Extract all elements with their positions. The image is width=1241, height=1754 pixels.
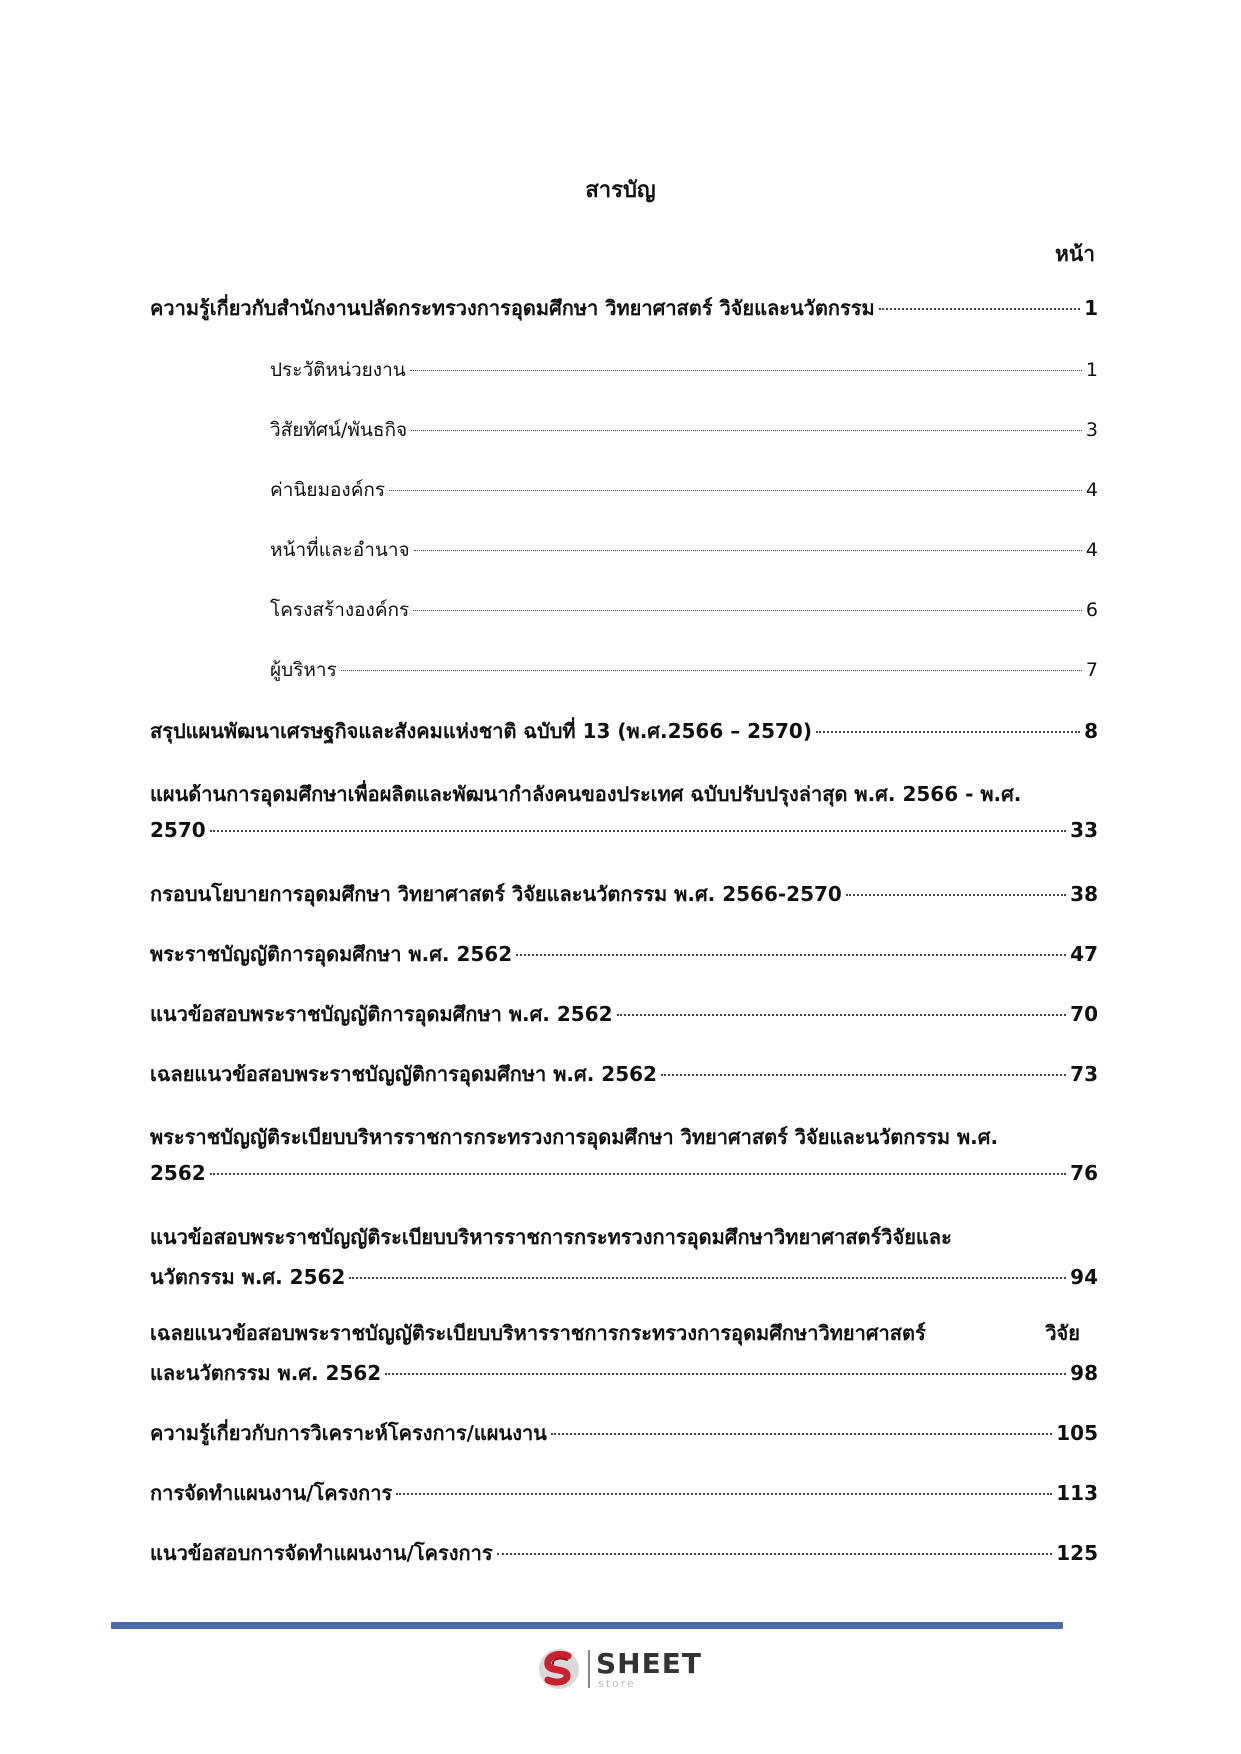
toc-entry[interactable] [150,1357,1098,1389]
toc-entry-line1[interactable] [150,1317,1098,1349]
toc-entry[interactable] [150,1261,1098,1293]
toc-subentry[interactable] [270,655,1098,685]
toc-entry-page: 98 [1070,1361,1098,1385]
leader-dots [389,490,1082,491]
toc-entry-title: แนวข้อสอบพระราชบัญญัติการอุดมศึกษา พ.ศ. 2562 [150,1002,613,1026]
leader-dots [414,550,1082,551]
toc-entry-page: 125 [1056,1541,1098,1565]
toc-entry-page: 33 [1070,818,1098,842]
toc-entry-title: 2562 [150,1161,206,1185]
toc-entry-page: 1 [1084,296,1098,320]
toc-subentry[interactable] [270,535,1098,565]
toc-entry-page: 3 [1085,419,1098,441]
toc-entry-line1[interactable]: แผนด้านการอุดมศึกษาเพื่อผลิตและพัฒนากำลังคนของประเทศ ฉบับปรับปรุงล่าสุด พ.ศ. 2566 - พ.ศ. [150,782,1022,806]
toc-entry-line1-side: วิจัย [1045,1321,1080,1345]
sheet-store-s-icon [536,1646,582,1692]
toc-entry-title: โครงสร้างองค์กร [270,599,410,621]
toc-entry-page: 94 [1070,1265,1098,1289]
leader-dots [341,670,1082,671]
leader-dots [497,1553,1053,1555]
toc-entry[interactable] [150,818,1098,842]
toc-entry-page: 70 [1070,1002,1098,1026]
toc-entry-page: 105 [1056,1421,1098,1445]
toc-entry-title: หน้าที่และอำนาจ [270,539,410,561]
toc-entry-title: สรุปแผนพัฒนาเศรษฐกิจและสังคมแห่งชาติ ฉบับที่ 13 (พ.ศ.2566 – 2570) [150,719,812,743]
toc-title: สารบัญ [585,178,656,203]
toc-entry-title: ผู้บริหาร [270,659,337,681]
leader-dots [349,1277,1066,1279]
toc-entry-page: 113 [1056,1481,1098,1505]
toc-entry[interactable] [150,1058,1098,1090]
toc-entry-title: ค่านิยมองค์กร [270,479,386,501]
toc-subentry[interactable] [270,475,1098,505]
toc-entry-page: 4 [1085,479,1098,501]
leader-dots [879,308,1080,310]
leader-dots [661,1074,1066,1076]
leader-dots [410,370,1082,371]
toc-entry-page: 38 [1070,882,1098,906]
logo-subword: store [598,1676,636,1690]
toc-entry-page: 7 [1085,659,1098,681]
leader-dots [516,954,1066,956]
leader-dots [210,1173,1066,1175]
leader-dots [551,1433,1052,1435]
toc-subentry[interactable] [270,355,1098,385]
toc-entry-title: เฉลยแนวข้อสอบพระราชบัญญัติการอุดมศึกษา พ.ศ. 2562 [150,1062,657,1086]
toc-entry-title: พระราชบัญญัติการอุดมศึกษา พ.ศ. 2562 [150,942,513,966]
toc-entry[interactable] [150,1477,1098,1509]
toc-entry[interactable] [150,1417,1098,1449]
toc-entry-title: นวัตกรรม พ.ศ. 2562 [150,1265,346,1289]
toc-entry-title: และนวัตกรรม พ.ศ. 2562 [150,1361,382,1385]
toc-entry[interactable] [150,292,1098,324]
toc-entry-page: 76 [1070,1161,1098,1185]
sheet-store-logo [536,1645,702,1693]
toc-entry-page: 47 [1070,942,1098,966]
leader-dots [411,430,1082,431]
logo-separator [588,1650,590,1688]
leader-dots [846,894,1066,896]
logo-word: SHEET [596,1646,702,1680]
toc-entry-title: แนวข้อสอบการจัดทำแผนงาน/โครงการ [150,1541,493,1565]
toc-entry[interactable] [150,715,1098,747]
toc-entry-line1-text: เฉลยแนวข้อสอบพระราชบัญญัติระเบียบบริหารราชการกระทรวงการอุดมศึกษาวิทยาศาสตร์ [150,1321,926,1345]
toc-entry-title: การจัดทำแผนงาน/โครงการ [150,1481,393,1505]
leader-dots [396,1493,1052,1495]
toc-entry-title: วิสัยทัศน์/พันธกิจ [270,419,408,441]
toc-entry-title: ประวัติหน่วยงาน [270,359,406,381]
toc-entry-page: 73 [1070,1062,1098,1086]
footer-divider [111,1622,1063,1629]
toc-entry-page: 6 [1085,599,1098,621]
leader-dots [385,1373,1066,1375]
toc-subentry[interactable] [270,595,1098,625]
toc-entry-page: 4 [1085,539,1098,561]
leader-dots [210,830,1066,832]
toc-entry-page: 8 [1084,719,1098,743]
toc-entry-title: กรอบนโยบายการอุดมศึกษา วิทยาศาสตร์ วิจัยและนวัตกรรม พ.ศ. 2566-2570 [150,882,842,906]
toc-entry[interactable] [150,938,1098,970]
toc-entry-line1[interactable]: พระราชบัญญัติระเบียบบริหารราชการกระทรวงการอุดมศึกษา วิทยาศาสตร์ วิจัยและนวัตกรรม พ.ศ. [150,1125,999,1149]
toc-entry-title: ความรู้เกี่ยวกับการวิเคราะห์โครงการ/แผนงาน [150,1421,547,1445]
toc-entry[interactable] [150,998,1098,1030]
toc-entry-title: ความรู้เกี่ยวกับสำนักงานปลัดกระทรวงการอุดมศึกษา วิทยาศาสตร์ วิจัยและนวัตกรรม [150,296,875,320]
page-column-header: หน้า [1055,242,1095,266]
toc-entry-title: 2570 [150,818,206,842]
logo-wordmark [596,1646,702,1690]
leader-dots [816,731,1080,733]
toc-subentry[interactable] [270,415,1098,445]
toc-entry[interactable] [150,878,1098,910]
toc-entry[interactable] [150,1161,1098,1185]
toc-entry-page: 1 [1085,359,1098,381]
leader-dots [617,1014,1067,1016]
toc-entry-line1[interactable]: แนวข้อสอบพระราชบัญญัติระเบียบบริหารราชการกระทรวงการอุดมศึกษาวิทยาศาสตร์วิจัยและ [150,1225,952,1249]
leader-dots [413,610,1082,611]
toc-entry[interactable] [150,1537,1098,1569]
